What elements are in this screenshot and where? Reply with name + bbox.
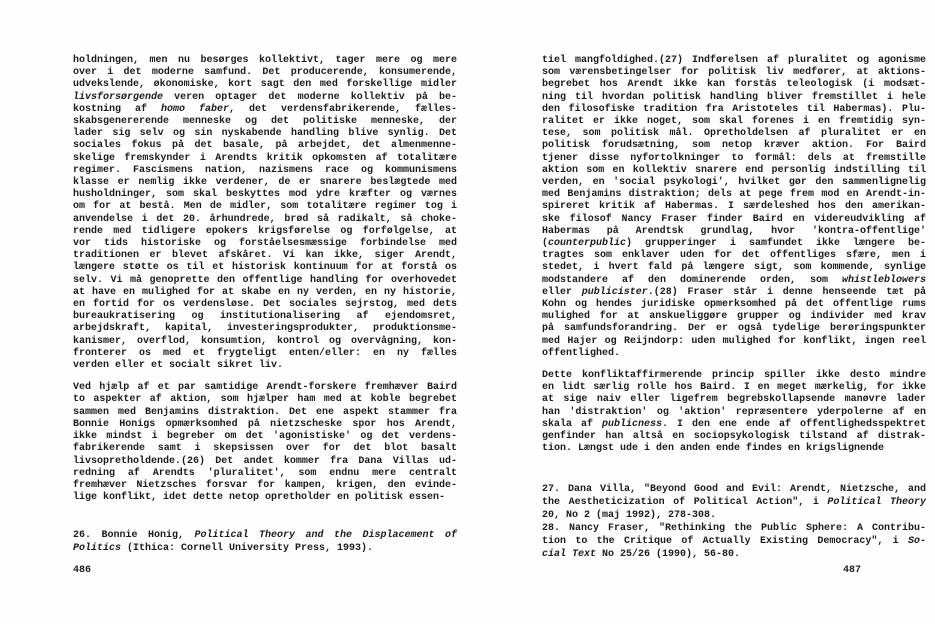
text-segment: stedet, i hvert fald på længere sigt, som kommende, synlige: [542, 262, 926, 274]
text-segment: . I den ene ende af offentlighedsspektret: [662, 418, 926, 430]
text-line: [73, 104, 457, 116]
left-page-number: 486: [73, 565, 92, 576]
text-line: [542, 348, 926, 360]
text-segment: sociales fokus på det basale, på arbejdet, det almenmenne-: [73, 140, 457, 152]
text-segment: anvendelse i det 20. århundrede, brød så radikalt, så choke-: [73, 213, 457, 225]
text-line: [542, 299, 926, 311]
text-line: [73, 250, 457, 262]
text-segment: med Benjamins distraktion; dels at pege frem mod en Arendt-in-: [542, 189, 926, 201]
text-line: [73, 323, 457, 335]
text-line: [73, 419, 457, 431]
text-segment: aktion som en kollektiv snarere end personlig indstilling til: [542, 164, 926, 176]
text-line: [542, 483, 926, 496]
text-segment: ) grupperinger i samfundet ikke længere be-: [626, 238, 926, 250]
text-segment: offentlighed.: [542, 347, 621, 359]
text-line: [542, 262, 926, 274]
text-segment: lige konflikt, idet dette netop opretholder en politisk essen-: [73, 492, 446, 504]
paragraph: [542, 55, 926, 360]
text-segment: vor tids historiske og forståelsesmæssige forbindelse med: [73, 238, 457, 250]
text-segment: fremhæver Nietzsches forsvar for kampen, krigen, den evinde-: [73, 479, 457, 491]
text-line: [542, 407, 926, 419]
text-segment: lader sig selv og sin nyskabende handling blive synlig. Det: [73, 128, 457, 140]
text-segment: eller: [542, 286, 582, 298]
text-segment: (: [542, 238, 549, 250]
text-segment: sammen med Benjamins distraktion. Det ene aspekt stammer fra: [73, 406, 457, 418]
text-segment: kanismer, overflod, konsumtion, kontrol og overvågning, kon-: [73, 335, 457, 347]
italic-text-segment: publicness: [602, 418, 663, 430]
text-line: [542, 394, 926, 406]
text-segment: 28. Nancy Fraser, "Rethinking the Public Sphere: A Contribu-: [542, 523, 926, 534]
text-segment: han 'distraktion' og 'aktion' repræsentere yderpolerne af en: [542, 406, 926, 418]
text-line: [73, 287, 457, 299]
text-line: [73, 140, 457, 152]
text-segment: tese, som politisk mål. Opretholdelsen af pluralitet er en: [542, 128, 926, 140]
text-segment: selv. Vi må genoprette den offentlige handling for overhovedet: [73, 274, 457, 286]
text-line: [542, 140, 926, 152]
paragraph: [73, 382, 457, 504]
paragraph: [73, 55, 457, 372]
text-line: [542, 177, 926, 189]
paragraph: [542, 483, 926, 522]
text-segment: tion to the Critique of Actually Existing Democracy", i: [542, 536, 908, 547]
text-segment: skala af: [542, 418, 602, 430]
text-line: [542, 153, 926, 165]
text-line: [73, 456, 457, 468]
text-segment: 26. Bonnie Honig,: [73, 530, 195, 541]
text-line: [73, 468, 457, 480]
text-segment: med Hajer og Reijndorp: uden mulighed for konflikt, ingen reel: [542, 335, 926, 347]
text-segment: begrebet hos Arendt ikke kan forstås teleologisk (i modsæt-: [542, 79, 926, 91]
text-line: [542, 165, 926, 177]
text-segment: ikke mindst i begreber om det 'agonistiske' og det verdens-: [73, 431, 457, 443]
text-line: [542, 419, 926, 431]
text-segment: 20, No 2 (maj 1992), 278-308.: [542, 510, 717, 521]
text-line: [73, 226, 457, 238]
text-segment: skabsgenererende menneske og det politiske menneske, der: [73, 116, 457, 128]
left-footnotes: [73, 529, 457, 555]
italic-text-segment: So-: [907, 536, 926, 547]
text-line: [542, 382, 926, 394]
text-segment: No 25/26 (1990), 56-80.: [596, 549, 741, 560]
text-segment: skelige fremskynder i Arendts kritik opkomsten af totalitære: [73, 152, 457, 164]
text-line: [542, 287, 926, 299]
text-line: [73, 360, 457, 372]
text-line: [73, 492, 457, 504]
text-segment: Bonnie Honigs opmærksomhed på nietzscheske spor hos Arendt,: [73, 418, 457, 430]
text-segment: kostning af: [73, 103, 161, 115]
text-line: [73, 55, 457, 67]
text-line: [542, 128, 926, 140]
text-segment: regimer. Fascismens nation, nazismens race og kommunismens: [73, 164, 457, 176]
text-segment: politisk forudsætning, som netop kræver aktion. For Baird: [542, 140, 926, 152]
paragraph: [73, 529, 457, 555]
text-line: [73, 92, 457, 104]
text-segment: husholdninger, som skal beskyttes mod ydre kræfter og værnes: [73, 189, 457, 201]
text-segment: rende med tidligere epokers krigsførelse og forfølgelse, at: [73, 225, 457, 237]
text-line: [542, 509, 926, 522]
text-segment: Ved hjælp af et par samtidige Arendt-forskere fremhæver Baird: [73, 382, 457, 394]
text-line: [73, 262, 457, 274]
page-right: [542, 55, 926, 600]
text-segment: klasse er nemlig ikke verdener, de er snarere beslægtede med: [73, 177, 457, 189]
text-line: [73, 394, 457, 406]
text-segment: holdningen, men nu besørges kollektivt, tager mere og mere: [73, 55, 457, 66]
text-line: [73, 407, 457, 419]
text-segment: modstandere af den dominerende orden, som: [542, 274, 842, 286]
text-line: [73, 443, 457, 455]
text-line: [542, 189, 926, 201]
text-line: [542, 250, 926, 262]
text-segment: ralitet er ikke noget, som skal forenes i en fremtidig syn-: [542, 116, 926, 128]
text-segment: to aspekter af aktion, som hjælper ham med at koble begrebet: [73, 394, 457, 406]
text-segment: ning til hvordan politisk handling bliver fremstillet i hele: [542, 91, 926, 103]
italic-text-segment: publicister: [581, 286, 648, 298]
text-line: [542, 275, 926, 287]
text-segment: redning af Arendts 'pluralitet', som endnu mere centralt: [73, 467, 457, 479]
text-segment: tion. Længst ude i den anden ende findes en krigslignende: [542, 443, 885, 455]
italic-text-segment: homo faber: [161, 103, 229, 115]
text-segment: Habermas på Arendtsk grundlag, hvor 'kontra-offentlige': [542, 225, 926, 237]
text-line: [542, 370, 926, 382]
text-segment: ske filosof Nancy Fraser finder Baird en videreudvikling af: [542, 213, 926, 225]
paragraph: [542, 522, 926, 561]
text-line: [73, 67, 457, 79]
text-line: [542, 201, 926, 213]
text-line: [73, 431, 457, 443]
text-segment: på samfundsforandring. Der er også tydelige berøringspunkter: [542, 323, 926, 335]
text-line: [73, 177, 457, 189]
italic-text-segment: Political Theory and the Displacement of: [194, 530, 457, 541]
text-line: [542, 548, 926, 561]
text-line: [542, 116, 926, 128]
text-line: [73, 79, 457, 91]
text-segment: tragtes som enklaver uden for det offentliges sfære, men i: [542, 250, 926, 262]
text-line: [542, 238, 926, 250]
right-page-number: 487: [843, 565, 862, 576]
text-segment: bureaukratisering og institutionalisering af ejendomsret,: [73, 311, 457, 323]
text-line: [73, 480, 457, 492]
text-segment: livsopretholdende.(26) Det andet kommer fra Dana Villas ud-: [73, 455, 457, 467]
text-line: [542, 496, 926, 509]
text-segment: .(28) Fraser står i denne henseende tæt på: [647, 286, 926, 298]
text-segment: over i det moderne samfund. Det producerende, konsumerende,: [73, 67, 457, 79]
text-segment: fabrikerende samt i skepsissen over for det blot basalt: [73, 443, 457, 455]
text-line: [73, 529, 457, 542]
paragraph: [542, 370, 926, 455]
text-line: [73, 542, 457, 555]
text-segment: tiel mangfoldighed.(27) Indførelsen af pluralitet og agonisme: [542, 55, 926, 66]
italic-text-segment: cial Text: [542, 549, 597, 560]
text-segment: en lidt særlig rolle hos Baird. I en meget mærkelig, for ikke: [542, 382, 926, 394]
text-line: [73, 336, 457, 348]
text-line: [73, 128, 457, 140]
text-segment: verden eller et socialt sikret liv.: [73, 360, 284, 372]
text-segment: (Ithica: Cornell University Press, 1993).: [121, 543, 374, 554]
text-line: [73, 238, 457, 250]
text-segment: Dette konfliktaffirmerende princip spiller ikke desto mindre: [542, 370, 926, 382]
text-line: [542, 67, 926, 79]
text-line: [73, 382, 457, 394]
text-line: [542, 226, 926, 238]
text-segment: arbejdskraft, kapital, investeringsprodukter, produktionsme-: [73, 323, 457, 335]
text-line: [542, 311, 926, 323]
italic-text-segment: livsforsørgende: [73, 91, 164, 103]
text-segment: veren optager det moderne kollektiv på be-: [163, 91, 457, 103]
text-line: [73, 311, 457, 323]
text-segment: Kohn og hendes juridiske opmerksomhed på det offentlige rums: [542, 299, 926, 311]
text-line: [73, 189, 457, 201]
text-line: [542, 535, 926, 548]
text-segment: som værensbetingelser for politisk liv medfører, at aktions-: [542, 67, 926, 79]
text-line: [542, 104, 926, 116]
text-segment: spireret kritik af Habermas. I særdeleshed hos den amerikan-: [542, 201, 926, 213]
text-line: [73, 348, 457, 360]
text-segment: mulighed for at anskueliggøre grupper og individer med krav: [542, 311, 926, 323]
text-segment: genfinder han altså en sociopsykologisk tilstand af distrak-: [542, 431, 926, 443]
text-segment: 27. Dana Villa, "Beyond Good and Evil: Arendt, Nietzsche, and: [542, 484, 926, 495]
text-segment: fronterer os med et frygteligt enten/eller: en ny fælles: [73, 347, 457, 359]
italic-text-segment: whistleblowers: [841, 274, 926, 286]
text-segment: at sige naiv eller ligefrem begrebskollapsende manøvre lader: [542, 394, 926, 406]
text-segment: tjener disse nyfortolkninger to formål: dels at fremstille: [542, 152, 926, 164]
right-body-text: [542, 55, 926, 456]
page-left: [73, 55, 457, 600]
italic-text-segment: Politics: [73, 543, 122, 554]
text-line: [73, 275, 457, 287]
text-segment: traditionen er blevet afskåret. Vi kan ikke, siger Arendt,: [73, 250, 457, 262]
text-line: [542, 522, 926, 535]
text-segment: verden, en 'social psykologi', hvilket gør den sammenlignelig: [542, 177, 926, 189]
text-line: [73, 153, 457, 165]
text-segment: at have en mulighed for at skabe en ny verden, en ny historie,: [73, 286, 457, 298]
text-line: [542, 79, 926, 91]
text-line: [73, 116, 457, 128]
text-line: [542, 55, 926, 67]
italic-text-segment: counterpublic: [548, 238, 627, 250]
text-line: [542, 323, 926, 335]
text-line: [73, 214, 457, 226]
text-line: [542, 443, 926, 455]
italic-text-segment: Political Theory: [827, 497, 926, 508]
right-footnotes: [542, 483, 926, 561]
text-segment: den filosofiske tradition fra Aristoteles til Habermas). Plu-: [542, 103, 926, 115]
text-line: [542, 214, 926, 226]
text-line: [542, 431, 926, 443]
text-line: [73, 201, 457, 213]
text-line: [542, 92, 926, 104]
text-segment: , det verdensfabrikerende, fælles-: [229, 103, 457, 115]
text-segment: udvekslende, økonomiske, kort sagt den med forskellige midler: [73, 79, 457, 91]
text-segment: the Aestheticization of Political Action", i: [542, 497, 828, 508]
text-segment: om for at bestå. Men de midler, som totalitære regimer tog i: [73, 201, 457, 213]
left-body-text: [73, 55, 457, 504]
text-line: [73, 299, 457, 311]
text-line: [542, 336, 926, 348]
text-segment: en fortid for os verdensløse. Det sociales sejrstog, med dets: [73, 299, 457, 311]
text-line: [73, 165, 457, 177]
text-segment: længere støtte os til et historisk kontinuum for at forstå os: [73, 262, 457, 274]
